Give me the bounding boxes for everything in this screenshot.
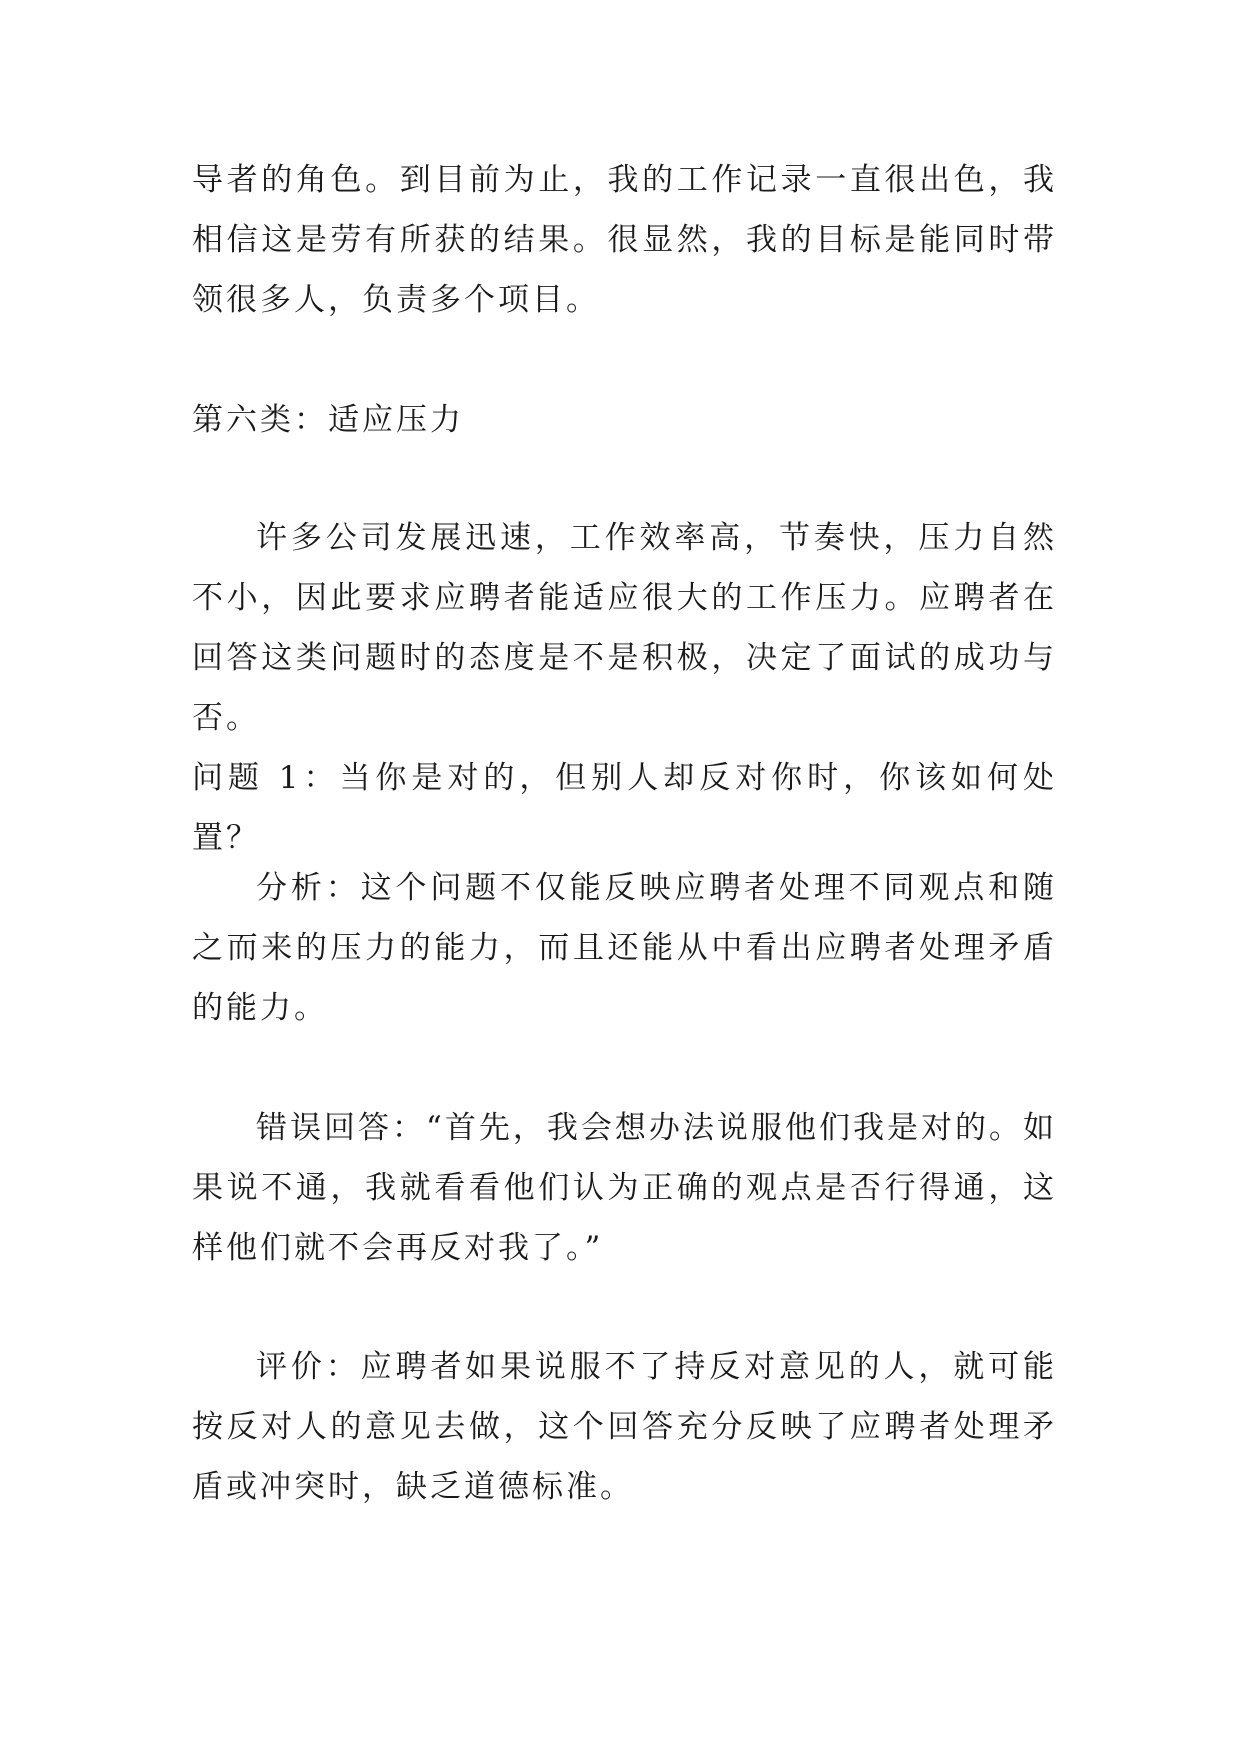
paragraph-intro: 许多公司发展迅速，工作效率高，节奏快，压力自然不小，因此要求应聘者能适应很大的工作压力。应聘者在回答这类问题时的态度是不是积极，决定了面试的成功与否。 (192, 520, 1057, 736)
analysis-paragraph: 分析：这个问题不仅能反映应聘者处理不同观点和随之而来的压力的能力，而且还能从中看出应聘者处理矛盾的能力。 (192, 870, 1057, 1026)
paragraph-continued: 导者的角色。到目前为止，我的工作记录一直很出色，我相信这是劳有所获的结果。很显然，我的目标是能同时带领很多人，负责多个项目。 (192, 162, 1057, 318)
question-heading: 问题 1：当你是对的，但别人却反对你时，你该如何处置？ (192, 760, 1057, 856)
section-heading: 第六类：适应压力 (192, 402, 464, 438)
evaluation-paragraph: 评价：应聘者如果说服不了持反对意见的人，就可能按反对人的意见去做，这个回答充分反映了应聘者处理矛盾或冲突时，缺乏道德标准。 (192, 1349, 1057, 1505)
wrong-answer-paragraph: 错误回答：“首先，我会想办法说服他们我是对的。如果说不通，我就看看他们认为正确的观点是否行得通，这样他们就不会再反对我了。” (192, 1110, 1057, 1266)
